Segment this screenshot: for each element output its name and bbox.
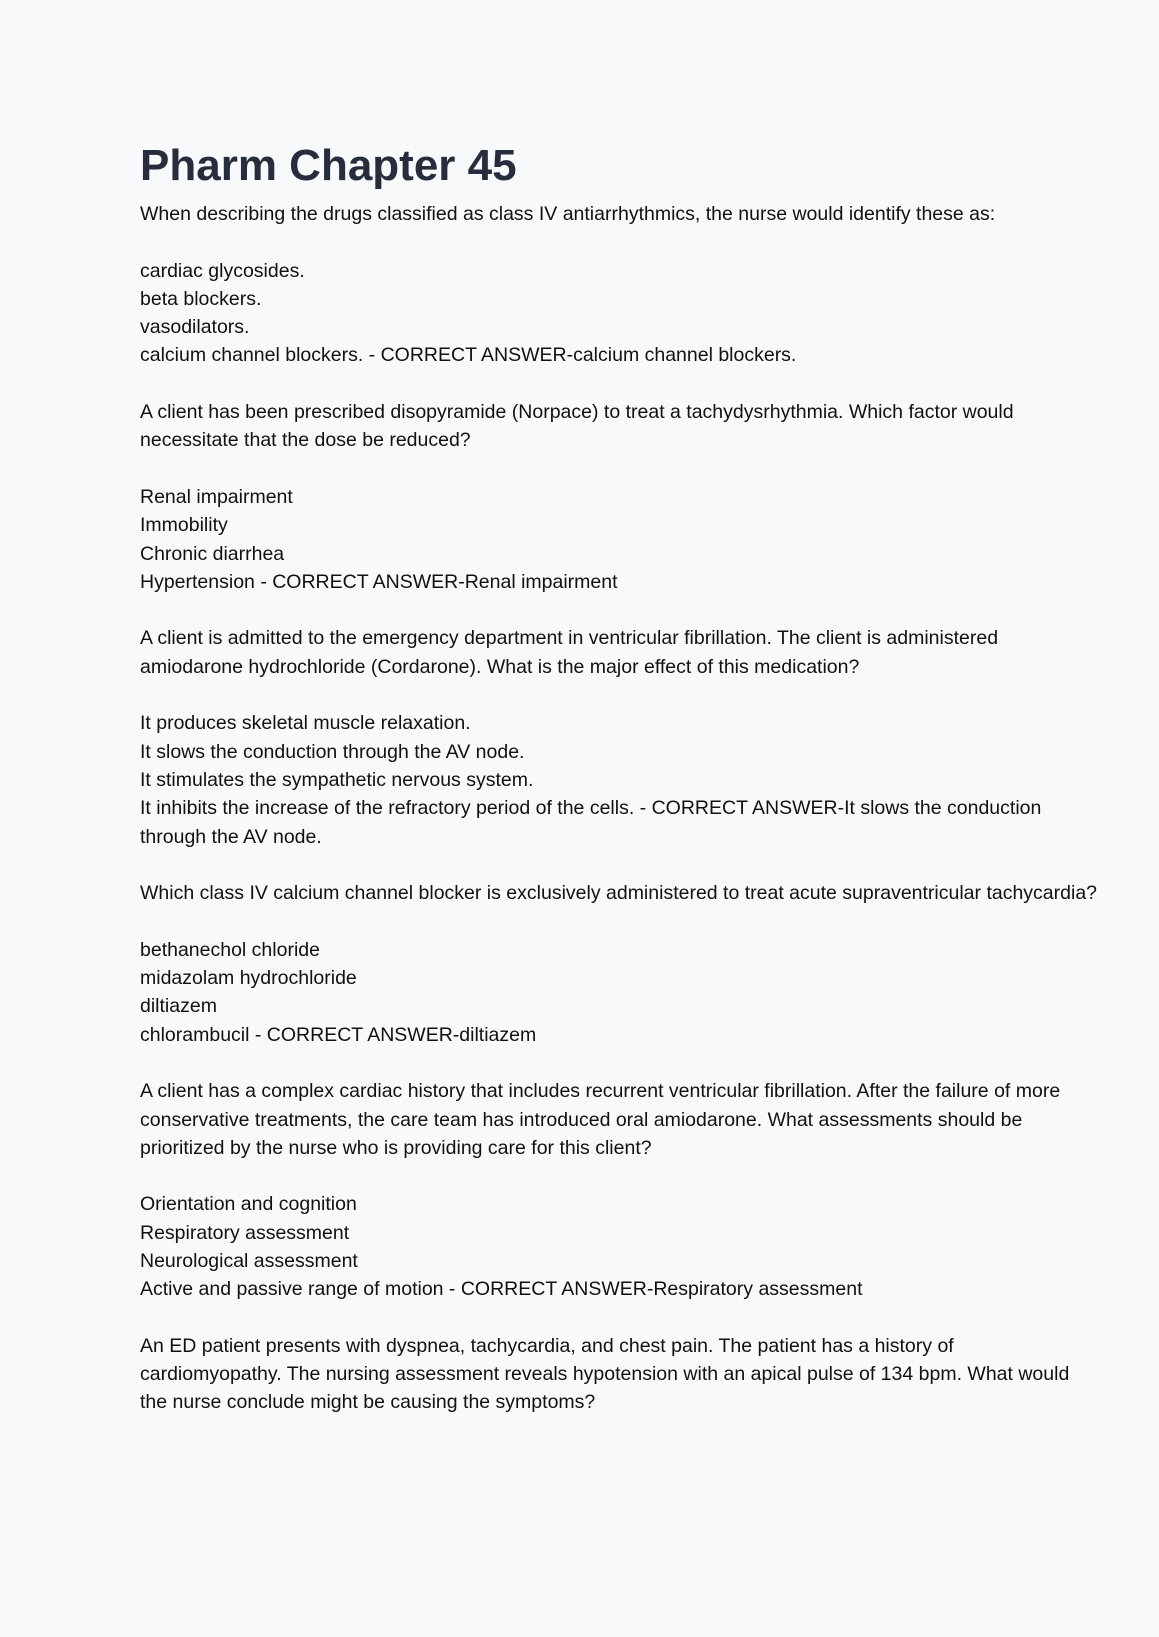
answer-option: vasodilators.	[140, 316, 250, 339]
answer-option: bethanechol chloride	[140, 938, 320, 961]
answer-option: It slows the conduction through the AV node.	[140, 740, 525, 763]
answer-option-with-correct-answer: It inhibits the increase of the refractory period of the cells. - CORRECT ANSWER-It slows the conduction through the AV node.	[140, 797, 1042, 848]
answer-option: Orientation and cognition	[140, 1193, 357, 1216]
answer-option-with-correct-answer: chlorambucil - CORRECT ANSWER-diltiazem	[140, 1023, 537, 1046]
answer-options	[140, 709, 1100, 850]
question-block-1	[140, 200, 1100, 370]
answer-option-with-correct-answer: Active and passive range of motion - CORRECT ANSWER-Respiratory assessment	[140, 1278, 863, 1301]
answer-option: diltiazem	[140, 995, 217, 1018]
question-block-4	[140, 879, 1100, 1049]
answer-options	[140, 483, 1100, 596]
answer-options	[140, 257, 1100, 370]
answer-option: Immobility	[140, 514, 228, 537]
question-block-3	[140, 624, 1100, 850]
question-text: A client has a complex cardiac history that includes recurrent ventricular fibrillation. After the failure of more conservative treatments, the care team has introduced oral amiodarone. What assessments should be prioritized by the nurse who is providing care for this client?	[140, 1080, 1061, 1159]
answer-option: Chronic diarrhea	[140, 542, 285, 565]
question-block-2	[140, 398, 1100, 596]
question-text: When describing the drugs classified as class IV antiarrhythmics, the nurse would identify these as:	[140, 203, 996, 225]
question-block-6	[140, 1332, 1100, 1417]
answer-option: It stimulates the sympathetic nervous system.	[140, 768, 534, 791]
question-text: An ED patient presents with dyspnea, tachycardia, and chest pain. The patient has a history of cardiomyopathy. The nursing assessment reveals hypotension with an apical pulse of 134 bpm. What would the nurse conclude might be causing the symptoms?	[140, 1334, 1070, 1414]
question-block-5	[140, 1077, 1100, 1303]
answer-option: cardiac glycosides.	[140, 259, 305, 282]
answer-option: midazolam hydrochloride	[140, 967, 357, 990]
answer-option: beta blockers.	[140, 287, 262, 310]
question-text: A client has been prescribed disopyramide (Norpace) to treat a tachydysrhythmia. Which factor would necessitate that the dose be reduced?	[140, 401, 1014, 452]
page-title: Pharm Chapter 45	[140, 141, 517, 190]
answer-option-with-correct-answer: calcium channel blockers. - CORRECT ANSWER-calcium channel blockers.	[140, 344, 797, 367]
answer-option: It produces skeletal muscle relaxation.	[140, 712, 471, 735]
answer-option: Renal impairment	[140, 485, 293, 508]
question-text: A client is admitted to the emergency department in ventricular fibrillation. The client is administered amiodarone hydrochloride (Cordarone). What is the major effect of this medication?	[140, 627, 999, 678]
answer-options	[140, 1190, 1100, 1303]
question-text: Which class IV calcium channel blocker is exclusively administered to treat acute supraventricular tachycardia?	[140, 882, 1098, 905]
answer-option: Respiratory assessment	[140, 1221, 350, 1244]
answer-option: Neurological assessment	[140, 1249, 358, 1272]
document-content	[140, 136, 1100, 1445]
answer-options	[140, 936, 1100, 1049]
answer-option-with-correct-answer: Hypertension - CORRECT ANSWER-Renal impairment	[140, 570, 618, 593]
